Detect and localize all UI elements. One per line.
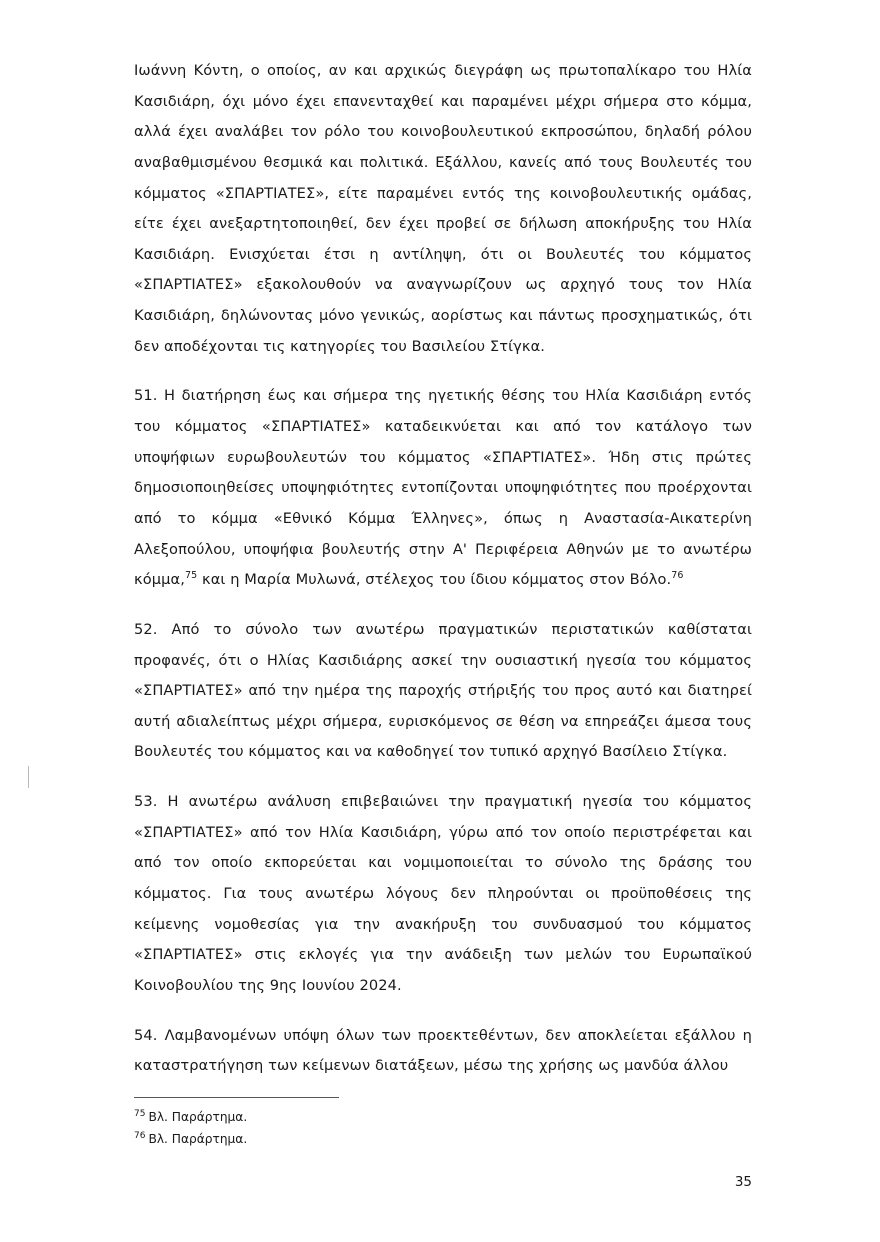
paragraph-51-part2: και η Μαρία Μυλωνά, στέλεχος του ίδιου κόμματος στον Βόλο. [197, 571, 672, 589]
document-body [134, 56, 752, 1082]
footnote-separator [134, 1097, 339, 1098]
paragraph-51-part1: 51. Η διατήρηση έως και σήμερα της ηγετικής θέσης του Ηλία Κασιδιάρη εντός του κόμματος «ΣΠΑΡΤΙΑΤΕΣ» καταδεικνύεται και από τον κατάλογο των υποψήφιων ευρωβουλευτών του κόμματος «ΣΠΑΡΤΙΑΤΕΣ». Ήδη στις πρώτες δημοσιοποιηθείσες υποψηφιότητες εντοπίζονται υποψηφιότητες που προέρχονται από το κόμμα «Εθνικό Κόμμα Έλληνες», όπως η Αναστασία-Αικατερίνη Αλεξοπούλου, υποψήφια βουλευτής στην Α' Περιφέρεια Αθηνών με το ανωτέρω κόμμα, [134, 387, 752, 589]
footnote-75-marker: 75 [134, 1109, 146, 1120]
paragraph-54: 54. Λαμβανομένων υπόψη όλων των προεκτεθέντων, δεν αποκλείεται εξάλλου η καταστρατήγηση των κείμενων διατάξεων, μέσω της χρήσης ως μανδύα άλλου [134, 1026, 752, 1075]
margin-mark [28, 766, 29, 788]
footnote-75-text: Βλ. Παράρτημα. [148, 1110, 248, 1125]
footnote-76-marker: 76 [134, 1130, 146, 1141]
footnote-ref-75: 75 [184, 570, 198, 582]
paragraph-51 [134, 381, 752, 595]
footnote-area [134, 1097, 754, 1150]
footnote-76-text: Βλ. Παράρτημα. [148, 1131, 248, 1146]
paragraph-continuation: Ιωάννη Κόντη, ο οποίος, αν και αρχικώς διεγράφη ως πρωτοπαλίκαρο του Ηλία Κασιδιάρη, όχι μόνο έχει επανενταχθεί και παραμένει μέχρι σήμερα στο κόμμα, αλλά έχει αναλάβει τον ρόλο του κοινοβουλευτικού εκπροσώπου, δηλαδή ρόλου αναβαθμισμένου θεσμικά και πολιτικά. Εξάλλου, κανείς από τους Βουλευτές του κόμματος «ΣΠΑΡΤΙΑΤΕΣ», είτε παραμένει εντός της κοινοβουλευτικής ομάδας, είτε έχει ανεξαρτητοποιηθεί, δεν έχει προβεί σε δήλωση αποκήρυξης του Ηλία Κασιδιάρη. Ενισχύεται έτσι η αντίληψη, ότι οι Βουλευτές του κόμματος «ΣΠΑΡΤΙΑΤΕΣ» εξακολουθούν να αναγνωρίζουν ως αρχηγό τους τον Ηλία Κασιδιάρη, δηλώνοντας μόνο γενικώς, αορίστως και πάντως προσχηματικώς, ότι δεν αποδέχονται τις κατηγορίες του Βασιλείου Στίγκα. [134, 62, 752, 355]
page-number: 35 [734, 1174, 752, 1190]
paragraph-52: 52. Από το σύνολο των ανωτέρω πραγματικών περιστατικών καθίσταται προφανές, ότι ο Ηλίας Κασιδιάρης ασκεί την ουσιαστική ηγεσία του κόμματος «ΣΠΑΡΤΙΑΤΕΣ» από την ημέρα της παροχής στήριξής του προς αυτό και διατηρεί αυτή αδιαλείπτως μέχρι σήμερα, ευρισκόμενος σε θέση να επηρεάζει άμεσα τους Βουλευτές του κόμματος και να καθοδηγεί τον τυπικό αρχηγό Βασίλειο Στίγκα. [134, 620, 752, 761]
footnote-76 [134, 1129, 754, 1150]
paragraph-53: 53. Η ανωτέρω ανάλυση επιβεβαιώνει την πραγματική ηγεσία του κόμματος «ΣΠΑΡΤΙΑΤΕΣ» από τον Ηλία Κασιδιάρη, γύρω από τον οποίο περιστρέφεται και από τον οποίο εκπορεύεται και νομιμοποιείται το σύνολο της δράσης του κόμματος. Για τους ανωτέρω λόγους δεν πληρούνται οι προϋποθέσεις της κείμενης νομοθεσίας για την ανακήρυξη του συνδυασμού του κόμματος «ΣΠΑΡΤΙΑΤΕΣ» στις εκλογές για την ανάδειξη των μελών του Ευρωπαϊκού Κοινοβουλίου της 9ης Ιουνίου 2024. [134, 793, 752, 994]
footnote-75 [134, 1107, 754, 1128]
footnote-ref-76: 76 [671, 570, 684, 582]
